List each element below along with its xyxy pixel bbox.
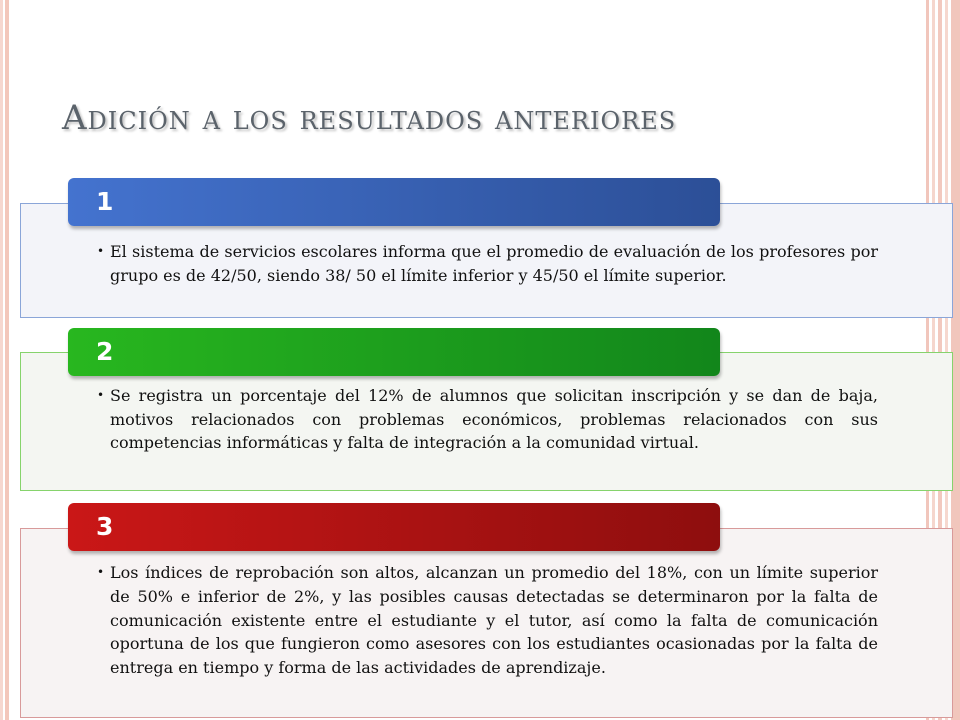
result-text-2: • Se registra un porcentaje del 12% de alumnos que solicitan inscripción y se dan de baja, motivos relacionados con problemas económicos, problemas relacionados con sus competencias informáticas y falta de integración a la comunidad virtual. xyxy=(110,384,878,455)
result-number-tab-3: 3 xyxy=(68,503,720,551)
result-number-tab-2: 2 xyxy=(68,328,720,376)
result-card-3 xyxy=(20,528,953,718)
result-text-1: • El sistema de servicios escolares informa que el promedio de evaluación de los profesores por grupo es de 42/50, siendo 38/ 50 el límite inferior y 45/50 el límite superior. xyxy=(110,240,878,287)
result-text-3: • Los índices de reprobación son altos, alcanzan un promedio del 18%, con un límite superior de 50% e inferior de 2%, y las posibles causas detectadas se determinaron por la falta de comunicación existente entre el estudiante y el tutor, así como la falta de comunicación oportuna de los que fungieron como asesores con los estudiantes ocasionadas por la falta de entrega en tiempo y forma de las actividades de aprendizaje. xyxy=(110,561,878,680)
slide-left-border xyxy=(0,0,12,720)
slide-title: Adición a los resultados anteriores xyxy=(62,98,677,138)
result-number-tab-1: 1 xyxy=(68,178,720,226)
